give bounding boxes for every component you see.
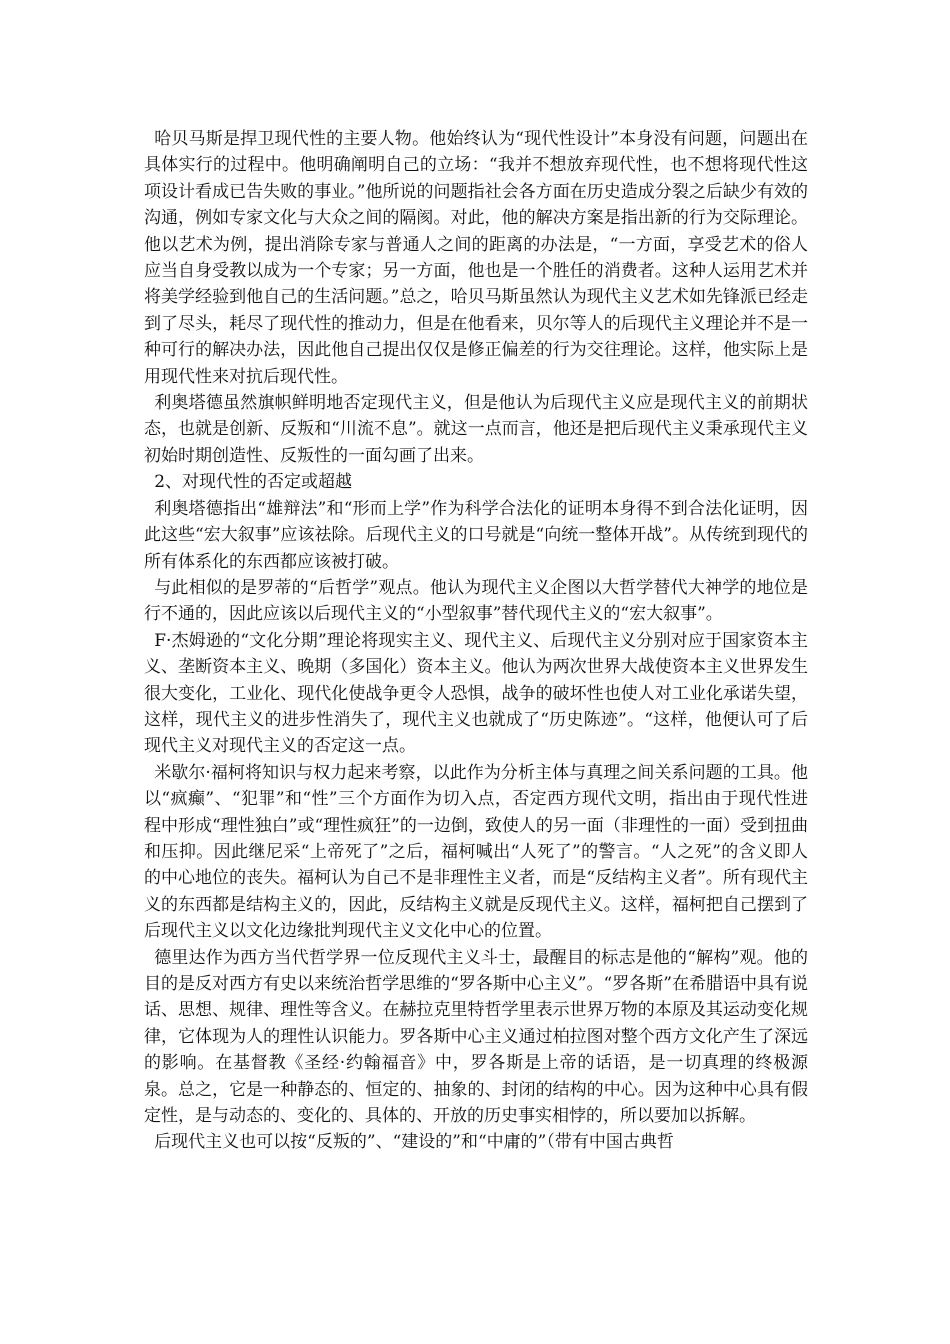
paragraph-foucault: 米歇尔·福柯将知识与权力起来考察，以此作为分析主体与真理之间关系问题的工具。他以“疯癫”、“犯罪”和“性”三个方面作为切入点，否定西方现代文明，指出由于现代性进程中形成“理性独白”或“理性疯狂”的一边倒，致使人的另一面（非理性的一面）受到扭曲和压抑。因此继尼采“上帝死了”之后，福柯喊出“人死了”的警言。“人之死”的含义即人的中心地位的丧失。福柯认为自己不是非理性主义者，而是“反结构主义者”。所有现代主义的东西都是结构主义的，因此，反结构主义就是反现代主义。这样，福柯把自己摆到了后现代主义以文化边缘批判现代主义文化中心的位置。: [144, 762, 808, 942]
paragraph-habermas: 哈贝马斯是捍卫现代性的主要人物。他始终认为“现代性设计”本身没有问题，问题出在具体实行的过程中。他明确阐明自己的立场：“我并不想放弃现代性，也不想将现代性这项设计看成已告失败的事业。”他所说的问题指社会各方面在历史造成分裂之后缺少有效的沟通，例如专家文化与大众之间的隔阂。对此，他的解决方案是指出新的行为交际理论。他以艺术为例，提出消除专家与普通人之间的距离的办法是，“一方面，享受艺术的俗人应当自身受教以成为一个专家；另一方面，他也是一个胜任的消费者。这种人运用艺术并将美学经验到他自己的生活问题。”总之，哈贝马斯虽然认为现代主义艺术如先锋派已经走到了尽头，耗尽了现代性的推动力，但是在他看来，贝尔等人的后现代主义理论并不是一种可行的解决办法，因此他自己提出仅仅是修正偏差的行为交往理论。这样，他实际上是用现代性来对抗后现代性。: [144, 129, 808, 387]
paragraph-derrida: 德里达作为西方当代哲学界一位反现代主义斗士，最醒目的标志是他的“解构”观。他的目的是反对西方有史以来统治哲学思维的“罗各斯中心主义”。“罗各斯”在希腊语中具有说话、思想、规律、理性等含义。在赫拉克里特哲学里表示世界万物的本原及其运动变化规律，它体现为人的理性认识能力。罗各斯中心主义通过柏拉图对整个西方文化产生了深远的影响。在基督教《圣经·约翰福音》中，罗各斯是上帝的话语，是一切真理的终极源泉。总之，它是一种静态的、恒定的、抽象的、封闭的结构的中心。因为这种中心具有假定性，是与动态的、变化的、具体的、开放的历史事实相悖的，所以要加以拆解。: [144, 947, 808, 1127]
paragraph-lyotard-2: 利奥塔德指出“雄辩法”和“形而上学”作为科学合法化的证明本身得不到合法化证明，因此这些“宏大叙事”应该祛除。后现代主义的口号就是“向统一整体开战”。从传统到现代的所有体系化的东西都应该被打破。: [144, 498, 808, 572]
paragraph-lyotard-1: 利奥塔德虽然旗帜鲜明地否定现代主义，但是他认为后现代主义应是现代主义的前期状态，也就是创新、反叛和“川流不息”。就这一点而言，他还是把后现代主义秉承现代主义初始时期创造性、反叛性的一面勾画了出来。: [144, 393, 808, 466]
document-page: [144, 126, 808, 1156]
paragraph-jameson: F·杰姆逊的“文化分期”理论将现实主义、现代主义、后现代主义分别对应于国家资本主义、垄断资本主义、晚期（多国化）资本主义。他认为两次世界大战使资本主义世界发生很大变化，工业化、现代化使战争更令人恐惧，战争的破坏性也使人对工业化承诺失望，这样，现代主义的进步性消失了，现代主义也就成了“历史陈迹”。“这样，他便认可了后现代主义对现代主义的否定这一点。: [144, 630, 808, 757]
paragraph-rorty: 与此相似的是罗蒂的“后哲学”观点。他认为现代主义企图以大哲学替代大神学的地位是行不通的，因此应该以后现代主义的“小型叙事”替代现代主义的“宏大叙事”。: [144, 577, 808, 625]
section-heading-2: 2、对现代性的否定或超越: [154, 472, 353, 493]
paragraph-postmodern-types: 后现代主义也可以按“反叛的”、“建设的”和“中庸的”（带有中国古典哲: [154, 1132, 674, 1153]
